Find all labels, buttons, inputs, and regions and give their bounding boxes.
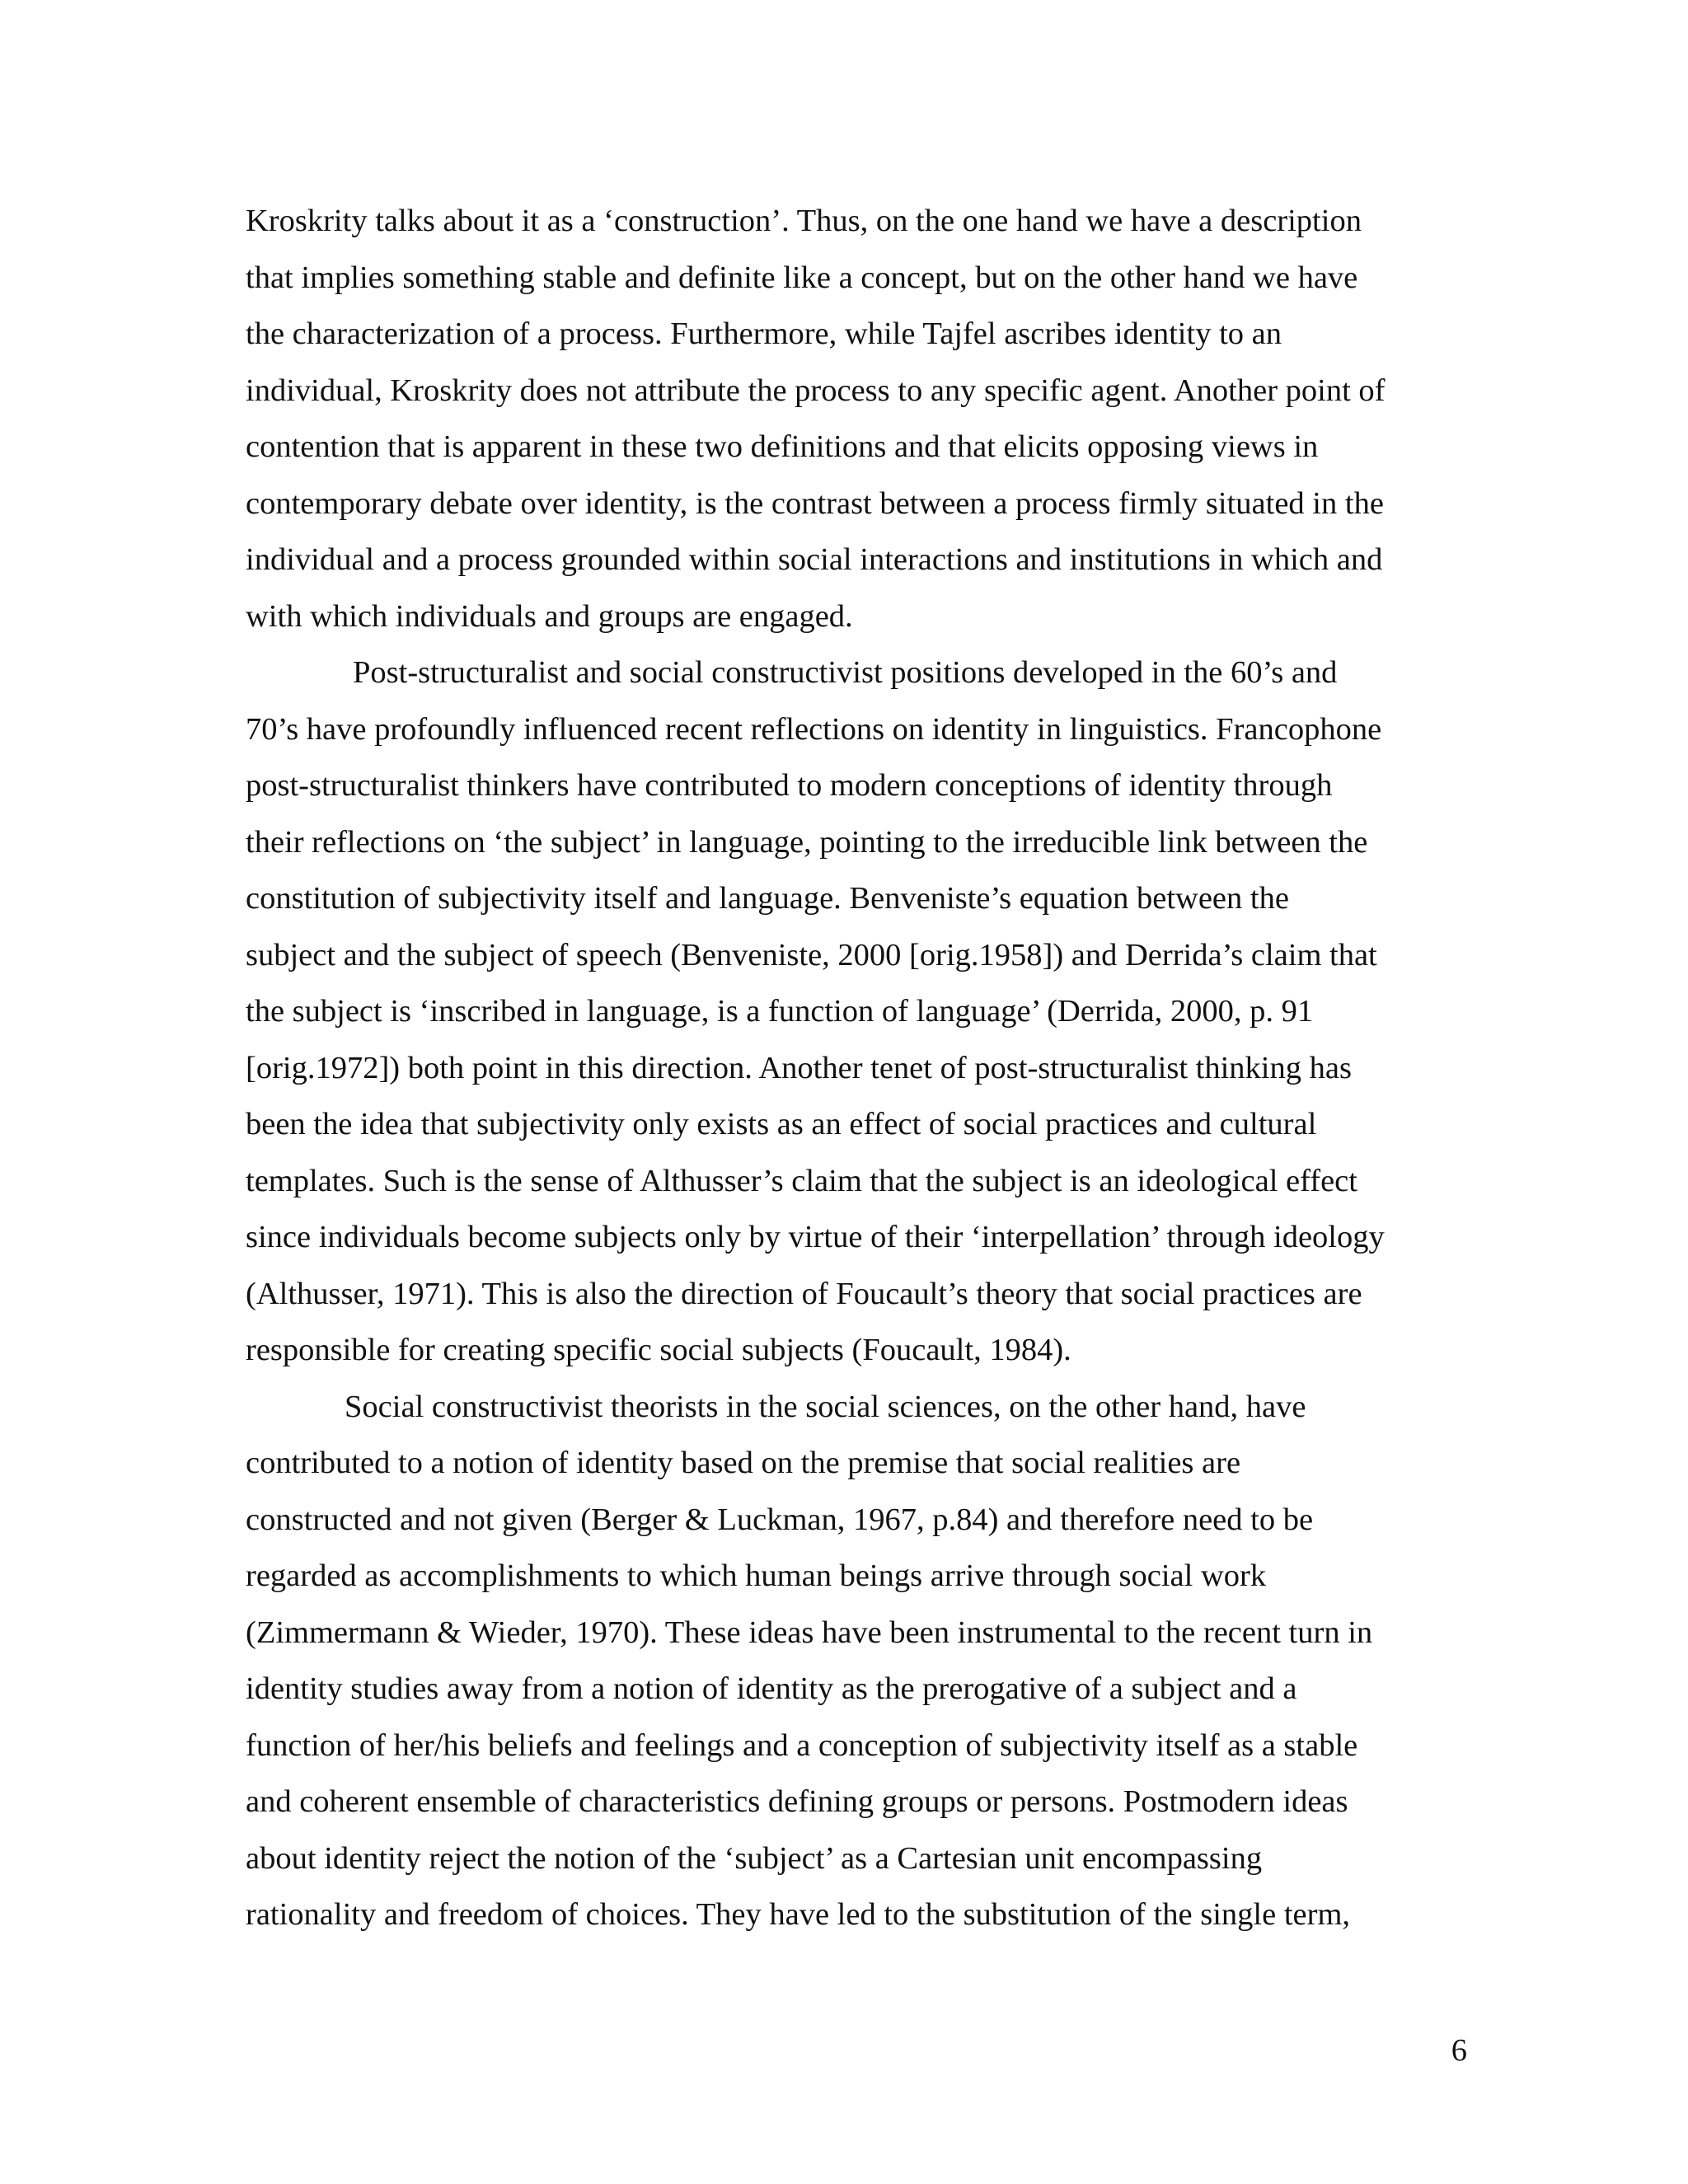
- text-line: contemporary debate over identity, is the contrast between a process firmly situated in the: [246, 485, 1384, 521]
- text-line: Social constructivist theorists in the social sciences, on the other hand, have: [345, 1389, 1306, 1424]
- text-line: that implies something stable and definite like a concept, but on the other hand we have: [246, 260, 1358, 295]
- text-line: individual and a process grounded within social interactions and institutions in which and: [246, 542, 1383, 577]
- text-line: (Althusser, 1971). This is also the direction of Foucault’s theory that social practices are: [246, 1276, 1362, 1311]
- text-line: with which individuals and groups are engaged.: [246, 598, 853, 634]
- text-line: individual, Kroskrity does not attribute the process to any specific agent. Another point of: [246, 373, 1386, 408]
- body-text: [246, 193, 1465, 1943]
- text-line: post-structuralist thinkers have contributed to modern conceptions of identity through: [246, 768, 1333, 803]
- text-line: about identity reject the notion of the ‘subject’ as a Cartesian unit encompassing: [246, 1840, 1263, 1876]
- text-line: subject and the subject of speech (Benveniste, 2000 [orig.1958]) and Derrida’s claim that: [246, 937, 1377, 972]
- text-line: contributed to a notion of identity based on the premise that social realities are: [246, 1446, 1241, 1480]
- text-line: the characterization of a process. Furthermore, while Tajfel ascribes identity to an: [246, 316, 1282, 351]
- text-line: regarded as accomplishments to which human beings arrive through social work: [246, 1558, 1267, 1593]
- text-line: the subject is ‘inscribed in language, is a function of language’ (Derrida, 2000, p. 91: [246, 994, 1314, 1029]
- text-line: function of her/his beliefs and feelings and a conception of subjectivity itself as a stable: [246, 1727, 1358, 1763]
- paragraph: [246, 1379, 1465, 1943]
- text-line: responsible for creating specific social subjects (Foucault, 1984).: [246, 1333, 1071, 1367]
- text-line: their reflections on ‘the subject’ in language, pointing to the irreducible link between the: [246, 824, 1368, 860]
- text-line: and coherent ensemble of characteristics defining groups or persons. Postmodern ideas: [246, 1784, 1348, 1819]
- text-line: constructed and not given (Berger & Luckman, 1967, p.84) and therefore need to be: [246, 1502, 1314, 1537]
- text-line: contention that is apparent in these two definitions and that elicits opposing views in: [246, 429, 1319, 464]
- paragraph: [246, 644, 1465, 1379]
- text-line: templates. Such is the sense of Althusser’s claim that the subject is an ideological effect: [246, 1163, 1357, 1198]
- text-line: 70’s have profoundly influenced recent reflections on identity in linguistics. Francophone: [246, 711, 1382, 747]
- text-line: identity studies away from a notion of identity as the prerogative of a subject and a: [246, 1671, 1297, 1706]
- text-line: Post-structuralist and social constructivist positions developed in the 60’s and: [353, 655, 1338, 690]
- text-line: (Zimmermann & Wieder, 1970). These ideas have been instrumental to the recent turn in: [246, 1615, 1373, 1650]
- paragraph: [246, 193, 1465, 644]
- text-line: constitution of subjectivity itself and language. Benveniste’s equation between the: [246, 881, 1289, 916]
- page-number: 6: [1451, 2033, 1467, 2068]
- text-line: rationality and freedom of choices. They have led to the substitution of the single term,: [246, 1897, 1351, 1932]
- text-line: [orig.1972]) both point in this direction. Another tenet of post-structuralist thinking has: [246, 1050, 1352, 1085]
- text-line: been the idea that subjectivity only exists as an effect of social practices and cultural: [246, 1107, 1317, 1141]
- text-line: since individuals become subjects only by virtue of their ‘interpellation’ through ideology: [246, 1220, 1385, 1254]
- text-line: Kroskrity talks about it as a ‘construction’. Thus, on the one hand we have a description: [246, 204, 1362, 238]
